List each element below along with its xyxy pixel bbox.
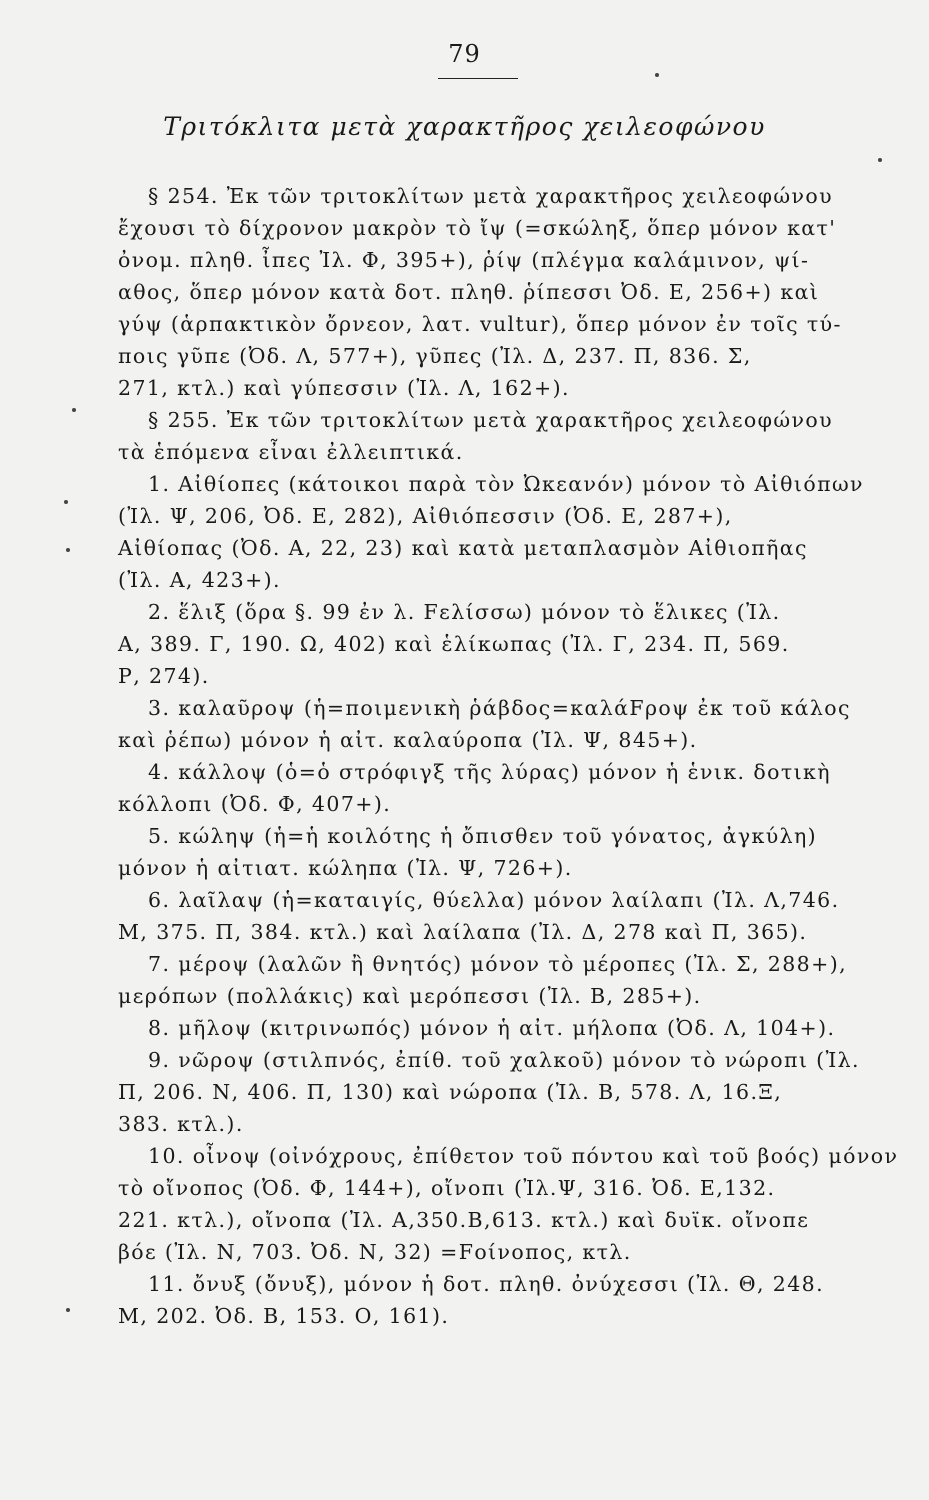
text-line: 221. κτλ.), οἴνοπα (Ἰλ. Α,350.Β,613. κτλ.) καὶ δυϊκ. οἴνοπε (118, 1208, 810, 1232)
text-line: 6. λαῖλαψ (ἡ=καταιγίς, θύελλα) μόνον λαίλαπι (Ἰλ. Λ,746. (148, 888, 840, 912)
text-line: (Ἰλ. Ψ, 206, Ὀδ. Ε, 282), Αἰθιόπεσσιν (Ὀδ. Ε, 287+), (118, 504, 733, 528)
text-line: γύψ (ἁρπακτικὸν ὄρνεον, λατ. vultur), ὅπερ μόνον ἐν τοῖς τύ- (118, 312, 842, 336)
text-line: 383. κτλ.). (118, 1112, 244, 1136)
ink-speck (655, 73, 659, 77)
text-line: τὸ οἴνοπος (Ὀδ. Φ, 144+), οἴνοπι (Ἰλ.Ψ, 316. Ὀδ. Ε,132. (118, 1176, 776, 1200)
text-line: ἔχουσι τὸ δίχρονον μακρὸν τὸ ἴψ (=σκώληξ, ὅπερ μόνον κατ' (118, 216, 837, 240)
text-line: κόλλοπι (Ὀδ. Φ, 407+). (118, 792, 392, 816)
section-heading: Τριτόκλιτα μετὰ χαρακτῆρος χειλεοφώνου (163, 112, 766, 141)
text-line: 271, κτλ.) καὶ γύπεσσιν (Ἰλ. Λ, 162+). (118, 376, 570, 400)
ink-speck (64, 500, 68, 504)
page-number-rule (438, 78, 518, 79)
text-line: 1. Αἰθίοπες (κάτοικοι παρὰ τὸν Ὠκεανόν) μόνον τὸ Αἰθιόπων (148, 472, 864, 496)
text-line: Π, 206. Ν, 406. Π, 130) καὶ νώροπα (Ἰλ. Β, 578. Λ, 16.Ξ, (118, 1080, 783, 1104)
text-line: ποις γῦπε (Ὀδ. Λ, 577+), γῦπες (Ἰλ. Δ, 237. Π, 836. Σ, (118, 344, 752, 368)
text-line: Α, 389. Γ, 190. Ω, 402) καὶ ἑλίκωπας (Ἰλ. Γ, 234. Π, 569. (118, 632, 790, 656)
text-line: βόε (Ἰλ. Ν, 703. Ὀδ. Ν, 32) =Fοίνοπος, κτλ. (118, 1240, 632, 1264)
text-line: § 254. Ἐκ τῶν τριτοκλίτων μετὰ χαρακτῆρος χειλεοφώνου (148, 184, 833, 208)
ink-speck (878, 158, 882, 162)
text-line: 2. ἕλιξ (ὅρα §. 99 ἐν λ. Fελίσσω) μόνον τὸ ἕλικες (Ἰλ. (148, 600, 781, 624)
text-line: τὰ ἑπόμενα εἶναι ἐλλειπτικά. (118, 440, 464, 464)
text-line: 3. καλαῦροψ (ἡ=ποιμενικὴ ῥάβδος=καλάFροψ ἐκ τοῦ κάλος (148, 696, 851, 720)
text-line: 9. νῶροψ (στιλπνός, ἐπίθ. τοῦ χαλκοῦ) μόνον τὸ νώροπι (Ἰλ. (148, 1048, 860, 1072)
ink-speck (72, 408, 76, 412)
page-number: 79 (448, 40, 481, 68)
text-line: (Ἰλ. Α, 423+). (118, 568, 281, 592)
text-line: αθος, ὅπερ μόνον κατὰ δοτ. πληθ. ῥίπεσσι Ὀδ. Ε, 256+) καὶ (118, 280, 820, 304)
text-line: 4. κάλλοψ (ὁ=ὁ στρόφιγξ τῆς λύρας) μόνον ἡ ἑνικ. δοτικὴ (148, 760, 831, 784)
text-line: 11. ὄνυξ (ὄνυξ), μόνον ἡ δοτ. πληθ. ὀνύχεσσι (Ἰλ. Θ, 248. (148, 1272, 825, 1296)
text-line: Μ, 375. Π, 384. κτλ.) καὶ λαίλαπα (Ἰλ. Δ, 278 καὶ Π, 365). (118, 920, 808, 944)
ink-speck (66, 548, 70, 552)
text-line: 7. μέροψ (λαλῶν ἢ θνητός) μόνον τὸ μέροπες (Ἰλ. Σ, 288+), (148, 952, 848, 976)
text-line: ὀνομ. πληθ. ἶπες Ἰλ. Φ, 395+), ῥίψ (πλέγμα καλάμινον, ψί- (118, 248, 810, 272)
text-line: μόνον ἡ αἰτιατ. κώληπα (Ἰλ. Ψ, 726+). (118, 856, 573, 880)
text-line: § 255. Ἐκ τῶν τριτοκλίτων μετὰ χαρακτῆρος χειλεοφώνου (148, 408, 833, 432)
ink-speck (66, 1308, 70, 1312)
text-line: καὶ ῥέπω) μόνον ἡ αἰτ. καλαύροπα (Ἰλ. Ψ, 845+). (118, 728, 698, 752)
text-line: 8. μῆλοψ (κιτρινωπός) μόνον ἡ αἰτ. μήλοπα (Ὀδ. Λ, 104+). (148, 1016, 836, 1040)
text-line: Ρ, 274). (118, 664, 210, 688)
text-line: 10. οἶνοψ (οἰνόχρους, ἐπίθετον τοῦ πόντου καὶ τοῦ βοός) μόνον (148, 1144, 899, 1168)
text-line: μερόπων (πολλάκις) καὶ μερόπεσσι (Ἰλ. Β, 285+). (118, 984, 702, 1008)
text-line: Αἰθίοπας (Ὀδ. Α, 22, 23) καὶ κατὰ μεταπλασμὸν Αἰθιοπῆας (118, 536, 808, 560)
text-line: 5. κώληψ (ἡ=ἡ κοιλότης ἡ ὄπισθεν τοῦ γόνατος, ἀγκύλη) (148, 824, 818, 848)
text-line: Μ, 202. Ὀδ. Β, 153. Ο, 161). (118, 1304, 450, 1328)
